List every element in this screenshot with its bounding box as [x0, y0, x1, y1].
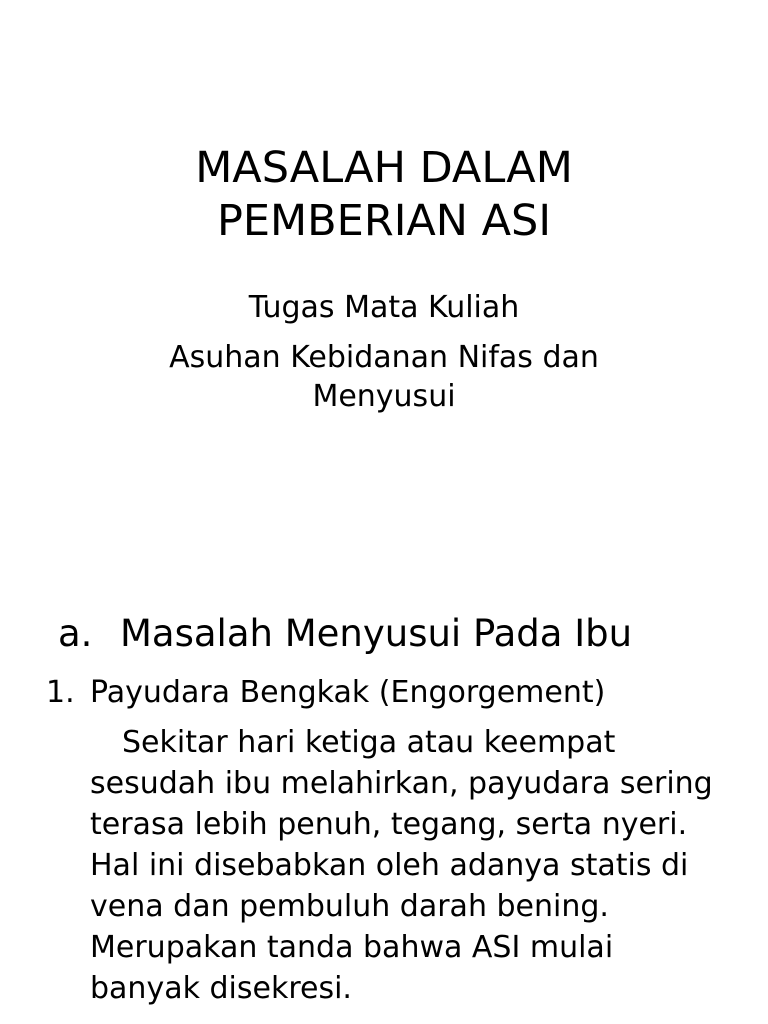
slide-title [0, 142, 768, 248]
list-item-number: 1. [46, 675, 75, 710]
slide-title-line-1: MASALAH DALAM [195, 143, 573, 193]
subtitle-subject [0, 338, 768, 416]
subtitle-subject-line-2: Menyusui [312, 379, 456, 414]
content-slide [0, 576, 768, 1024]
list-item-title: Payudara Bengkak (Engorgement) [90, 675, 606, 710]
section-heading [58, 612, 632, 656]
subtitle-subject-line-1: Asuhan Kebidanan Nifas dan [169, 340, 599, 375]
subtitle-course: Tugas Mata Kuliah [248, 290, 520, 325]
section-marker: a. [58, 612, 93, 655]
section-title: Masalah Menyusui Pada Ibu [120, 612, 633, 655]
body-paragraph: Sekitar hari ketiga atau keempat sesudah ibu melahirkan, payudara sering terasa lebih penuh, tegang, serta nyeri. Hal ini disebabkan oleh adanya statis di vena dan pembuluh darah bening. Merupakan tanda bahwa ASI mulai banyak disekresi. [90, 725, 713, 1006]
slide-title-line-2: PEMBERIAN ASI [216, 196, 552, 246]
